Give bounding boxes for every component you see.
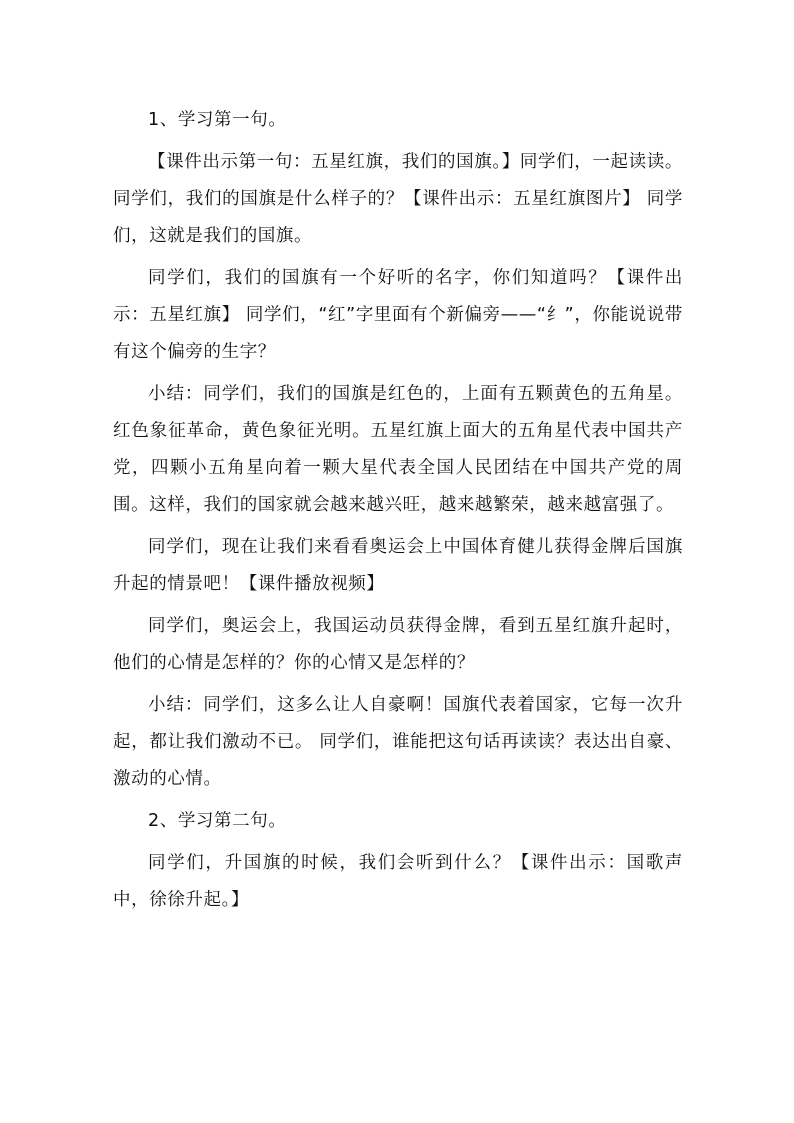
paragraph: 同学们，我们的国旗有一个好听的名字，你们知道吗？【课件出示：五星红旗】 同学们，“红”字里面有个新偏旁——“纟”，你能说说带有这个偏旁的生字？ (113, 268, 683, 362)
paragraph: 同学们，升国旗的时候，我们会听到什么？【课件出示：国歌声中，徐徐升起。】 (113, 853, 683, 910)
paragraph: 同学们，现在让我们来看看奥运会上中国体育健儿获得金牌后国旗升起的情景吧！【课件播放视频】 (113, 537, 683, 594)
document-body (113, 102, 683, 924)
paragraph: 【课件出示第一句：五星红旗，我们的国旗。】同学们，一起读读。 同学们，我们的国旗是什么样子的？【课件出示：五星红旗图片】 同学们，这就是我们的国旗。 (113, 152, 683, 246)
section-heading-2: 2、学习第二句。 (148, 811, 287, 831)
paragraph: 同学们，奥运会上，我国运动员获得金牌，看到五星红旗升起时，他们的心情是怎样的？你的心情又是怎样的？ (113, 616, 683, 673)
summary-paragraph: 小结：同学们，我们的国旗是红色的，上面有五颗黄色的五角星。红色象征革命，黄色象征光明。五星红旗上面大的五角星代表中国共产党，四颗小五角星向着一颗大星代表全国人民团结在中国共产党的周围。这样，我们的国家就会越来越兴旺，越来越繁荣，越来越富强了。 (113, 384, 683, 515)
section-heading-1: 1、学习第一句。 (148, 110, 287, 130)
summary-paragraph: 小结：同学们，这多么让人自豪啊！国旗代表着国家，它每一次升起，都让我们激动不已。 同学们，谁能把这句话再读读？表达出自豪、激动的心情。 (113, 695, 683, 789)
